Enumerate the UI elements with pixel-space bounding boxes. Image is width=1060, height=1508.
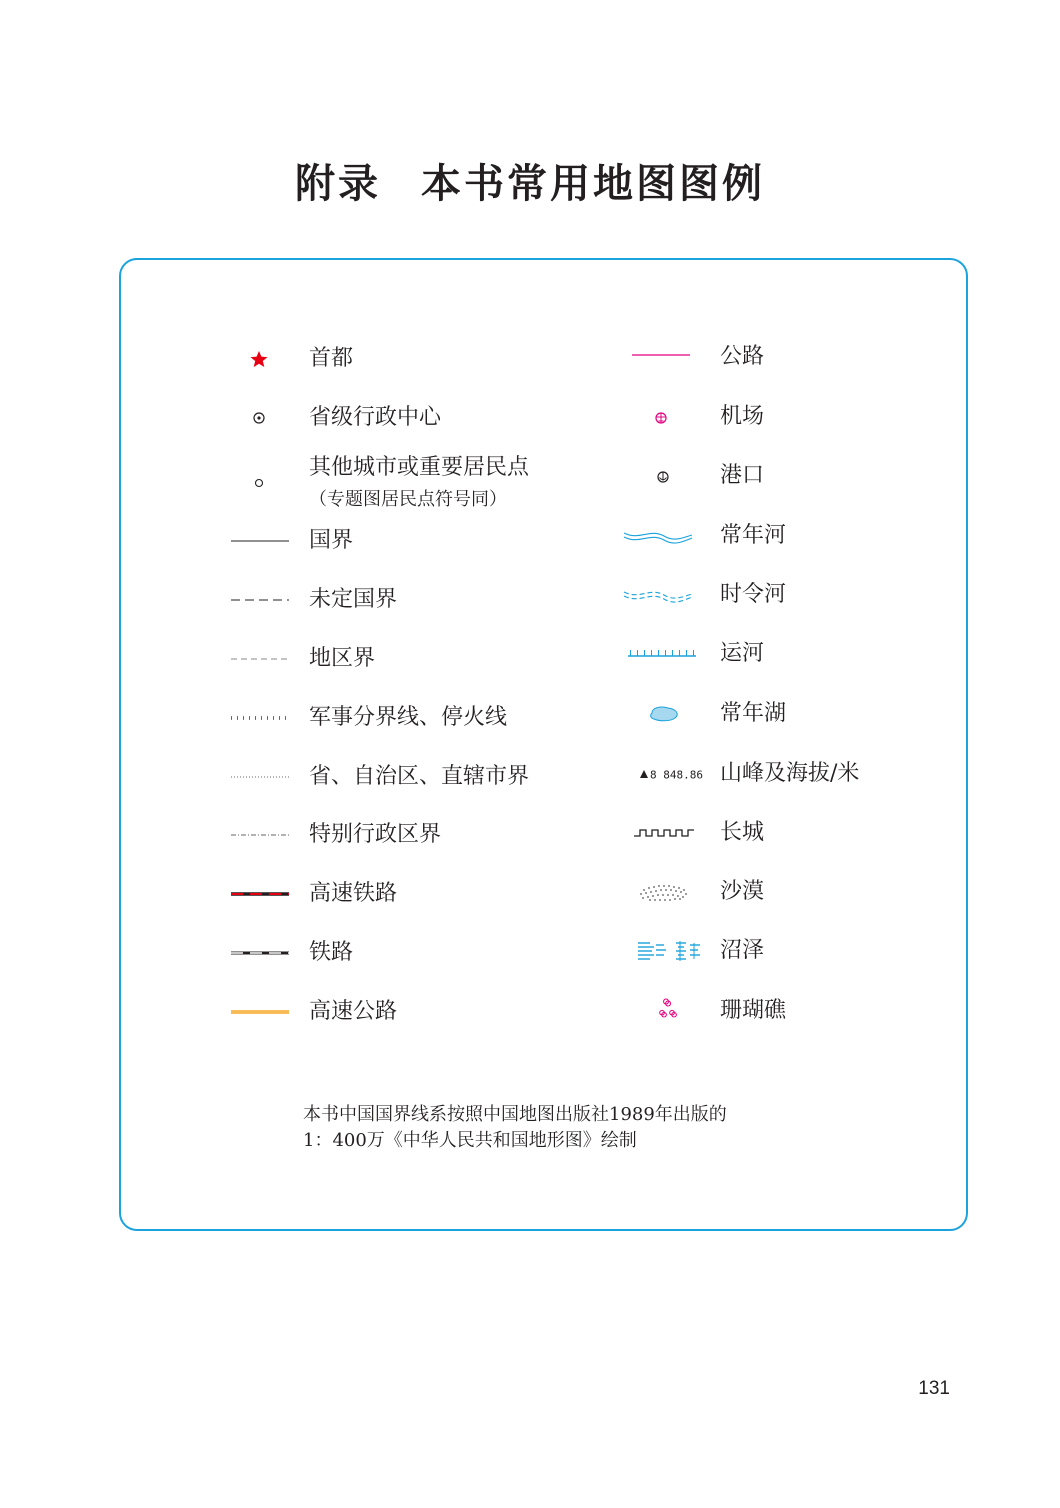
great-wall-icon — [630, 813, 694, 853]
legend-label-regional-boundary: 地区界 — [309, 646, 376, 671]
legend-label-capital: 首都 — [309, 346, 354, 371]
note-line-2: 1：400万《中华人民共和国地形图》绘制 — [303, 1130, 637, 1151]
legend-sublabel-settlement: （专题图居民点符号同） — [309, 489, 507, 510]
legend-label-mountain-peak: 山峰及海拔/米 — [720, 761, 860, 786]
legend-label-port: 港口 — [720, 463, 765, 488]
legend-label-swamp: 沼泽 — [720, 938, 765, 963]
seasonal-river-icon — [620, 575, 700, 615]
desert-icon — [630, 872, 694, 912]
peak-elevation-text: 8 848.86 — [650, 768, 703, 782]
capital-star-icon — [229, 339, 293, 379]
perennial-river-icon — [620, 516, 700, 556]
legend-label-desert: 沙漠 — [720, 879, 765, 904]
legend-label-national-border: 国界 — [309, 528, 354, 553]
provincial-boundary-line-icon — [229, 757, 293, 797]
title-part-legend: 本书常用地图图例 — [421, 161, 765, 207]
legend-label-expressway: 高速公路 — [309, 999, 398, 1024]
military-demarcation-line-icon — [229, 698, 293, 738]
legend-label-provincial-capital: 省级行政中心 — [309, 405, 442, 430]
sar-boundary-line-icon — [229, 815, 293, 855]
coral-reef-icon — [630, 991, 694, 1031]
legend-label-high-speed-railway: 高速铁路 — [309, 881, 398, 906]
legend-label-canal: 运河 — [720, 641, 765, 666]
airport-icon — [630, 397, 694, 437]
title-part-appendix: 附录 — [295, 161, 381, 207]
railway-icon — [229, 933, 293, 973]
perennial-lake-icon — [630, 694, 694, 734]
legend-label-settlement: 其他城市或重要居民点 — [309, 455, 530, 480]
note-line-1: 本书中国国界线系按照中国地图出版社1989年出版的 — [303, 1104, 727, 1125]
legend-label-railway: 铁路 — [309, 940, 354, 965]
page-number: 131 — [918, 1378, 950, 1399]
legend-label-provincial-boundary: 省、自治区、直辖市界 — [309, 764, 530, 789]
legend-label-perennial-lake: 常年湖 — [720, 701, 787, 726]
legend-label-coral-reef: 珊瑚礁 — [720, 998, 787, 1023]
swamp-icon — [630, 931, 702, 971]
highway-line-icon — [630, 337, 694, 377]
undetermined-border-line-icon — [229, 580, 293, 620]
legend-label-military-line: 军事分界线、停火线 — [309, 705, 508, 730]
legend-label-sar-boundary: 特别行政区界 — [309, 822, 442, 847]
settlement-circle-icon — [229, 463, 293, 503]
national-border-line-icon — [229, 521, 293, 561]
legend-label-perennial-river: 常年河 — [720, 523, 787, 548]
border-source-note — [303, 1102, 727, 1154]
page-title — [0, 152, 1060, 209]
mountain-peak-icon — [630, 754, 710, 794]
legend-label-seasonal-river: 时令河 — [720, 582, 787, 607]
legend-label-highway: 公路 — [720, 344, 765, 369]
high-speed-railway-icon — [229, 874, 293, 914]
canal-icon — [626, 634, 698, 674]
expressway-icon — [229, 992, 293, 1032]
legend-label-great-wall: 长城 — [720, 820, 765, 845]
provincial-capital-icon — [229, 398, 293, 438]
port-icon — [630, 456, 694, 496]
legend-label-undetermined-border: 未定国界 — [309, 587, 398, 612]
legend-label-airport: 机场 — [720, 404, 765, 429]
regional-boundary-line-icon — [229, 639, 293, 679]
